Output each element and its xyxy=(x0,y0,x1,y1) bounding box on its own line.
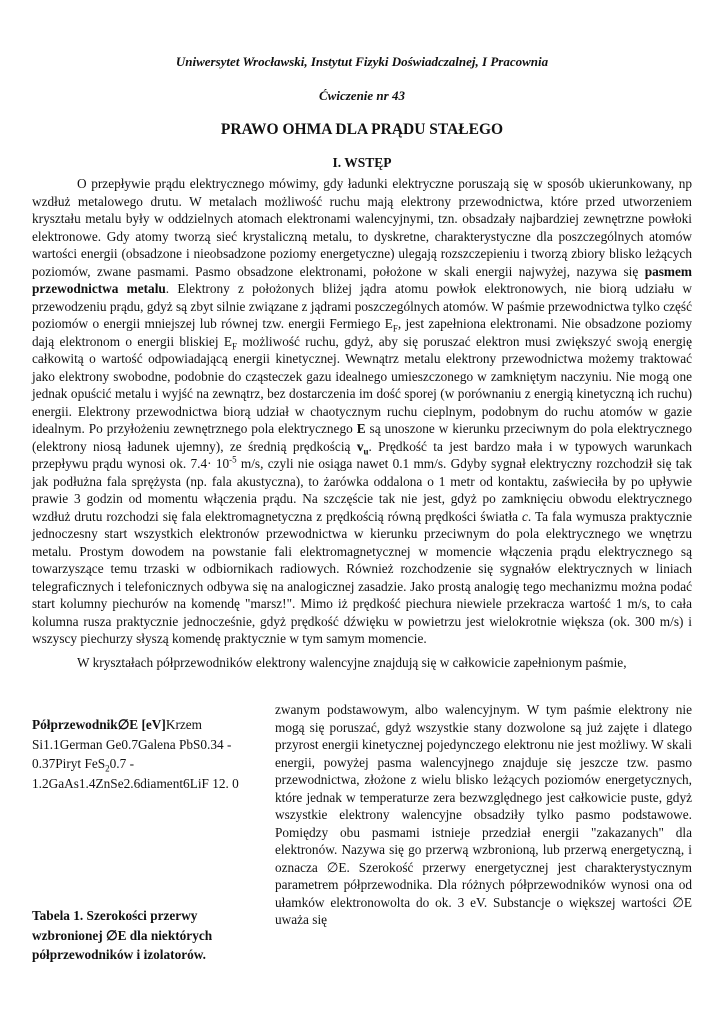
table-rows-1: Krzem Si1.1German Ge0.7Galena PbS0.34 - 0.37Piryt FeS xyxy=(32,717,232,771)
table-rows-2: 0.7 - 1.2GaAs1.4ZnSe2.6diament6LiF 12. 0 xyxy=(32,756,239,791)
paragraph-1: O przepływie prądu elektrycznego mówimy, gdy ładunki elektryczne poruszają się w sposób ukierunkowany, np wzdłuż metalowego drutu. W metalach możliwość ruchu mają elektrony przewodnictwa, które przed utworzeniem kryształu metalu były w oddzielnych atomach elektronami walencyjnymi, tzn. obsadzały najbardziej zewnętrzne powłoki elektronowe. Gdy atomy tworzą sieć krystaliczną metalu, to dyskretne, charakterystyczne dla poszczególnych atomów wartości energii (obsadzone i nieobsadzone poziomy energetyczne) ulegają rozszczepieniu i tworzą zbiory blisko leżących poziomów, zwane pasmami. Pasmo obsadzone elektronami, położone w skali energii najwyżej, nazywa się pasmem przewodnictwa metalu. Elektrony z położonych bliżej jądra atomu powłok elektronowych, nie biorą udziału w przewodzeniu prądu, gdyż są zbyt silnie związane z jądrami poszczególnych atomów. W paśmie przewodnictwa tylko część poziomów o energii mniejszej lub równej tzw. energii Fermiego $E_F$, jest zapełniona elektronami. Nie obsadzone poziomy dają elektronom o energii bliskiej $E_F$ możliwość ruchu, gdyż, aby się poruszać elektron musi zwiększyć swoją energię całkowitą o wartość odpowiadającą energii kinetycznej. Wewnątrz metalu elektrony przewodnictwa możemy traktować jako elektrony swobodne, podobnie do cząsteczek gazu idealnego umieszczonego w zamkniętym naczyniu. Nie mogą one jednak opuścić metalu i wyjść na zewnątrz, bez dostarczenia im dość sporej (w porównaniu z energią kinetyczną ich ruchu) energii. Elektrony przewodnictwa biorą udział w chaotycznym ruchu cieplnym, podobnym do ruchu atomów w gazie idealnym. Po przyłożeniu zewnętrznego pola elektrycznego E są unoszone w kierunku przeciwnym do pola elektrycznego (elektrony niosą ładunek ujemny), ze średnią prędkością $v_u$. Prędkość ta jest bardzo mała i w typowych warunkach przepływu prądu wynosi ok. $7.4\cdot 10^{-5}$ m/s, czyli nie osiąga nawet 0.1 mm/s. Gdyby sygnał elektryczny rozchodził się tak jak podłużna fala sprężysta (np. fala akustyczna), to żarówka oddalona o 1 metr od kontaktu, zaświeciła by po upływie prawie 3 godzin od momentu włączenia prądu. Na szczęście tak nie jest, gdyż po zamknięciu obwodu elektrycznego wzdłuż drutu rozchodzi się fala elektromagnetyczna z prędkością równą prędkości światła c. Ta fala wymusza praktycznie jednoczesny start wszystkich elektronów przewodnictwa w kierunku przeciwnym do pola elektrycznego we wnętrzu metalu. Prostym dowodem na powstanie fali elektromagnetycznej w momencie włączenia prądu elektrycznego są towarzyszące temu trzaski w odbiornikach radiowych. Również rozchodzenie się sygnałów elektrycznych w liniach telegraficznych i telefonicznych odbywa się na analogicznej zasadzie. Jako prostą analogię tego mechanizmu można podać start kolumny piechurów na komendę "marsz!". Mimo iż prędkość piechura niewiele przekracza wartość 1 m/s, to cała kolumna rusza praktycznie jednocześnie, gdyż prędkość dźwięku w powietrzu jest wielokrotnie większa (ok. 300 m/s) i wszyscy piechurzy słyszą komendę praktycznie w tym samym momencie. xyxy=(32,176,693,646)
velocity-symbol: v xyxy=(356,438,364,454)
field-symbol: E xyxy=(356,421,366,436)
paragraph-2-continuation: zwanym podstawowym, albo walencyjnym. W tym paśmie elektrony nie mogą się poruszać, gdyż wszystkie stany dozwolone są już zajęte i dlatego przyrost energii kinetycznej pojedynczego elektronu nie jest możliwy. W skali energii, powyżej pasma walencyjnego znajduje się jeszcze tzw. pasmo przewodnictwa, złożone z wielu blisko leżących poziomów energetycznych, które jednak w temperaturze zera bezwzględnego jest całkowicie puste, gdyż wszystkie elektrony walencyjne obsadziły tylko pasmo podstawowe. Pomiędzy obu pasmami istnieje przedział energii "zakazanych" dla elektronów. Nazywa się go przerwą wzbronioną, lub przerwą energetyczną, i oznacza ∅E. Szerokość przerwy energetycznej jest charakterystycznym parametrem półprzewodnika. Dla różnych półprzewodników wynosi ona od ułamków elektronowolta do ok. 3 eV. Substancje o większej wartości ∅E uważa się xyxy=(275,702,692,927)
document-title: PRAWO OHMA DLA PRĄDU STAŁEGO xyxy=(220,121,504,138)
exercise-number: Ćwiczenie nr 43 xyxy=(319,88,405,103)
institution-header: Uniwersytet Wrocławski, Instytut Fizyki Doświadczalnej, I Pracownia xyxy=(175,54,549,69)
bold-term: pasmem przewodnictwa metalu xyxy=(32,263,692,296)
table-header: Półprzewodnik∅E [eV] xyxy=(32,717,166,732)
paragraph-2-first-line: W kryształach półprzewodników elektrony walencyjne znajdują się w całkowicie zapełnionym paśmie, xyxy=(77,654,627,670)
semiconductor-table: Półprzewodnik∅E [eV]Krzem Si1.1German Ge0.7Galena PbS0.34 - 0.37Piryt FeS$_2$0.7 - 1.2GaAs1.4ZnSe2.6diament6LiF 12. 0 xyxy=(32,717,239,791)
intro-body xyxy=(32,175,692,671)
table-caption: Tabela 1. Szerokości przerwy wzbronionej ∅E dla niektórych półprzewodników i izolatorów. xyxy=(32,908,213,962)
light-speed-symbol: c xyxy=(522,508,528,524)
section-heading: I. WSTĘP xyxy=(332,155,392,170)
